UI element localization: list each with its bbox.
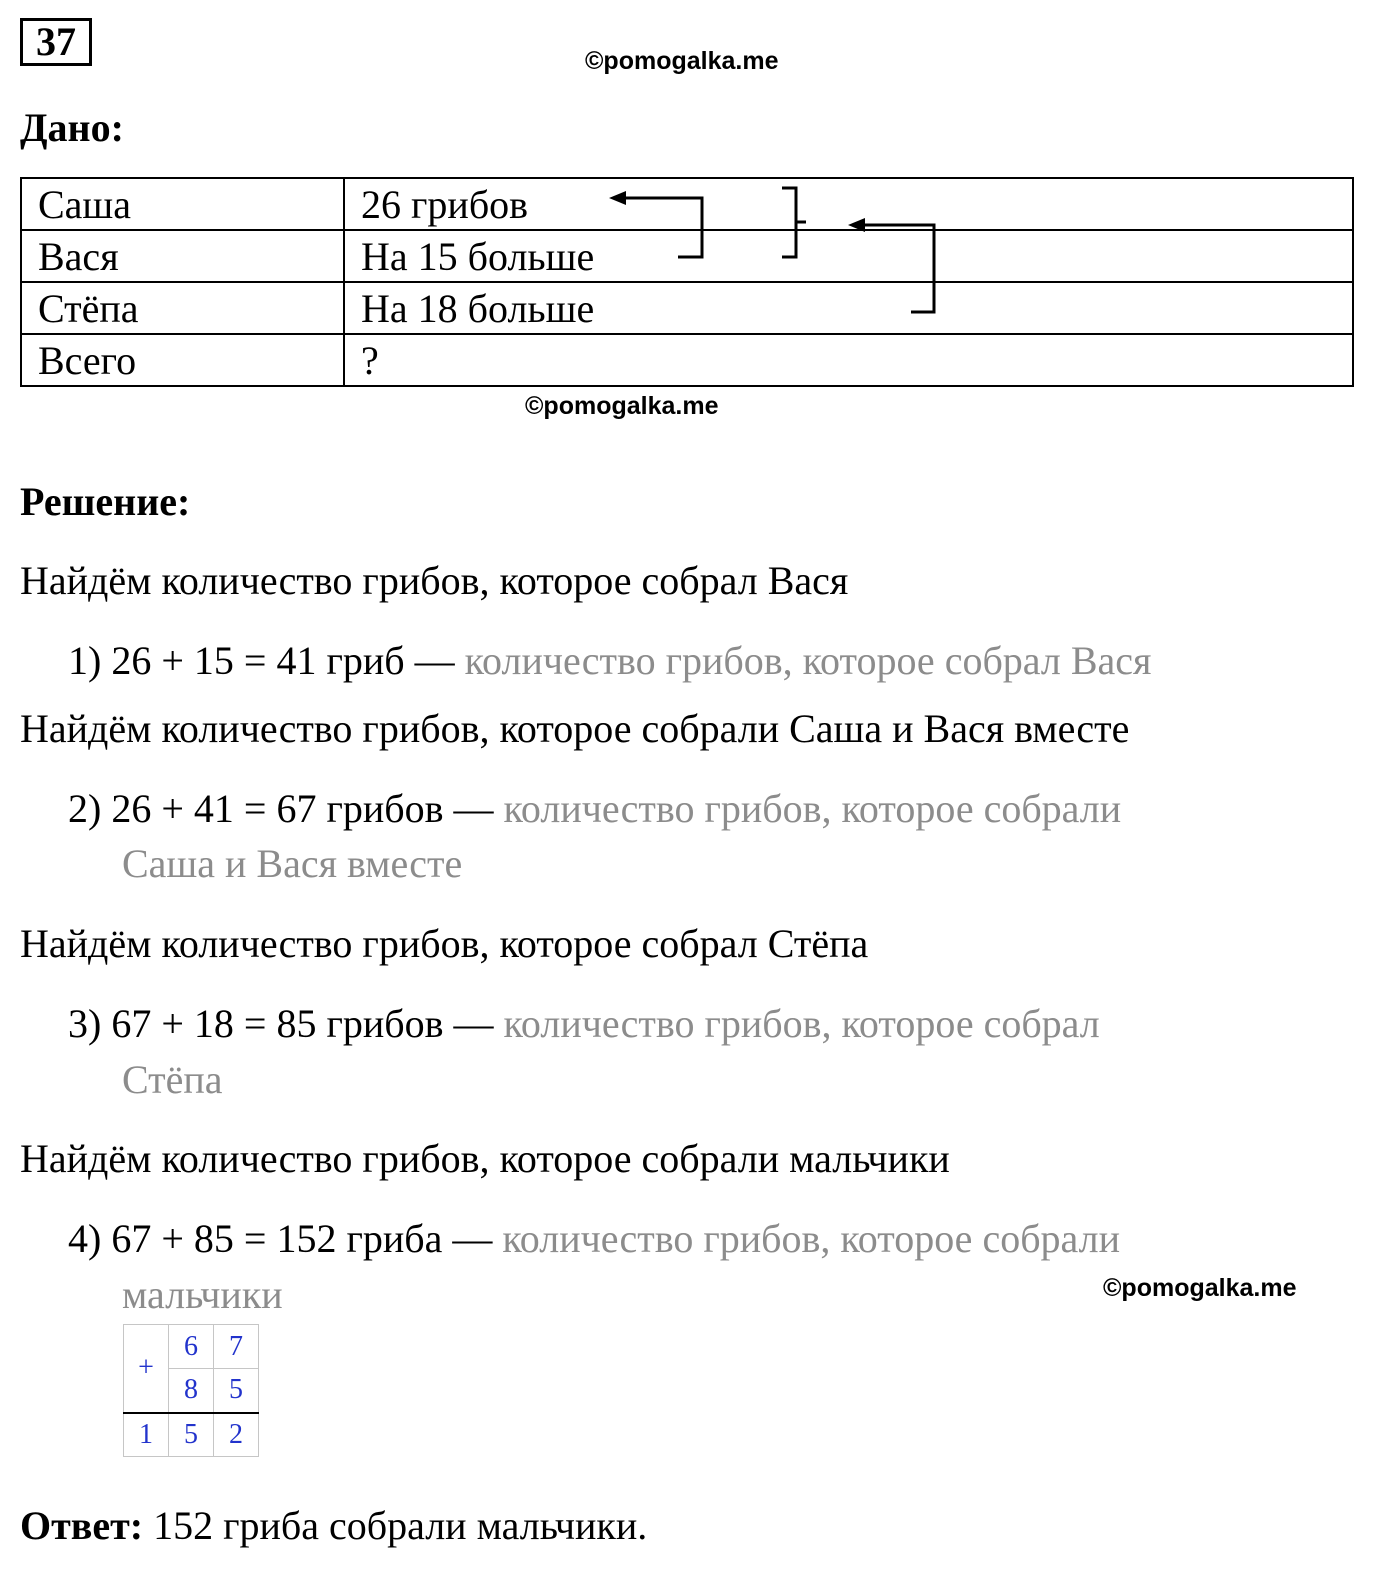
step-explanation-continued: Саша и Вася вместе xyxy=(122,841,463,886)
digit-cell: 5 xyxy=(169,1413,214,1457)
step-intro: Найдём количество грибов, которое собрали мальчики xyxy=(20,1136,950,1181)
step-line xyxy=(68,1215,1120,1262)
step-line xyxy=(68,1000,1100,1047)
table-row xyxy=(21,230,1353,282)
step-explanation-continued: мальчики xyxy=(122,1272,283,1317)
step-explanation-continued: Стёпа xyxy=(122,1057,223,1102)
row-name: Вася xyxy=(21,230,344,282)
row-name: Саша xyxy=(21,178,344,230)
answer-label: Ответ: xyxy=(20,1503,144,1548)
plus-sign: + xyxy=(124,1325,169,1413)
step-expression: 1) 26 + 15 = 41 гриб — xyxy=(68,638,455,683)
watermark: ©pomogalka.me xyxy=(525,392,719,420)
table-row xyxy=(21,334,1353,386)
row-value: 26 грибов xyxy=(344,178,1353,230)
solution-heading: Решение: xyxy=(20,479,191,524)
step-explanation: количество грибов, которое собрал Вася xyxy=(464,638,1152,683)
watermark: ©pomogalka.me xyxy=(1103,1274,1297,1302)
digit-cell: 8 xyxy=(169,1369,214,1413)
digit-cell: 1 xyxy=(124,1413,169,1457)
row-name: Стёпа xyxy=(21,282,344,334)
answer xyxy=(20,1502,647,1549)
digit-cell: 5 xyxy=(214,1369,259,1413)
step-expression: 3) 67 + 18 = 85 грибов — xyxy=(68,1001,494,1046)
step-line xyxy=(68,637,1151,684)
row-value: На 18 больше xyxy=(344,282,1353,334)
digit-cell: 2 xyxy=(214,1413,259,1457)
digit-cell: 7 xyxy=(214,1325,259,1369)
row-value: На 15 больше xyxy=(344,230,1353,282)
addend-row xyxy=(124,1325,259,1369)
given-table xyxy=(20,177,1354,387)
result-row xyxy=(124,1413,259,1457)
row-value: ? xyxy=(344,334,1353,386)
given-heading: Дано: xyxy=(20,105,124,150)
step-intro: Найдём количество грибов, которое собрали Саша и Вася вместе xyxy=(20,706,1130,751)
watermark: ©pomogalka.me xyxy=(585,47,779,75)
step-line xyxy=(68,785,1121,832)
answer-text: 152 гриба собрали мальчики. xyxy=(153,1503,648,1548)
task-number: 37 xyxy=(20,18,92,66)
step-intro: Найдём количество грибов, которое собрал Стёпа xyxy=(20,921,869,966)
step-explanation: количество грибов, которое собрали xyxy=(502,1216,1121,1261)
digit-cell: 6 xyxy=(169,1325,214,1369)
step-explanation: количество грибов, которое собрал xyxy=(503,1001,1100,1046)
row-name: Всего xyxy=(21,334,344,386)
step-intro: Найдём количество грибов, которое собрал Вася xyxy=(20,558,849,603)
table-row xyxy=(21,282,1353,334)
table-row xyxy=(21,178,1353,230)
step-explanation: количество грибов, которое собрали xyxy=(503,786,1122,831)
step-expression: 2) 26 + 41 = 67 грибов — xyxy=(68,786,494,831)
column-addition xyxy=(123,1324,259,1457)
step-expression: 4) 67 + 85 = 152 гриба — xyxy=(68,1216,493,1261)
